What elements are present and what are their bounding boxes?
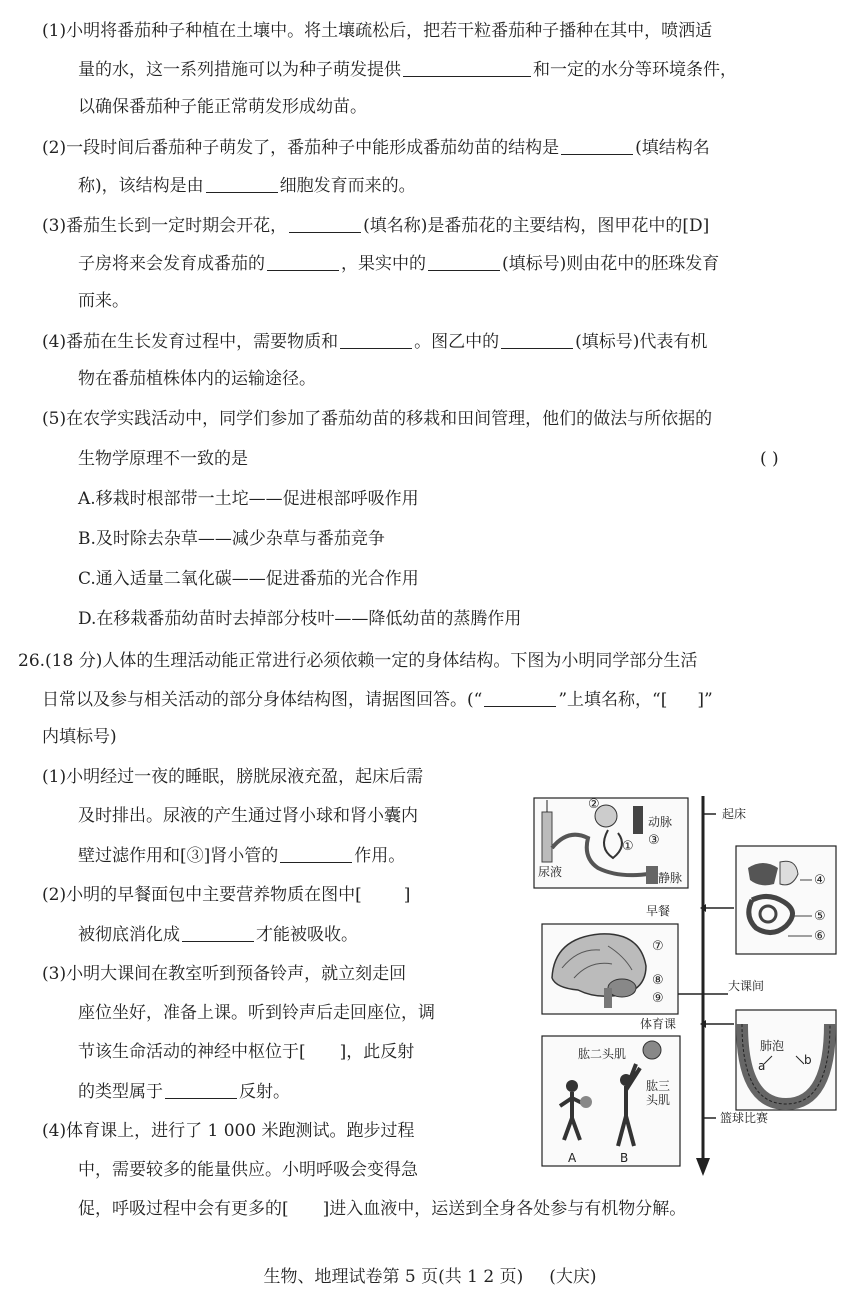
answer-blank[interactable] (280, 844, 352, 863)
kidney-tube-left (542, 812, 552, 862)
q26-p4-text-a: 促，呼吸过程中会有更多的[ (78, 1199, 289, 1219)
q25-p3-line2 (78, 252, 719, 275)
q25-p3-line1 (42, 214, 709, 237)
q26-p3-line2: 座位坐好，准备上课。听到铃声后走回座位，调 (78, 1003, 435, 1023)
q25-p1-text-b: 和一定的水分等环境条件， (533, 60, 737, 80)
digestive-label-4: ④ (814, 873, 826, 888)
lung-label-a: a (758, 1059, 766, 1073)
q25-p4-text-a: (4)番茄在生长发育过程中，需要物质和 (42, 332, 339, 352)
timeline-breakfast: 早餐 (646, 904, 671, 918)
arm-label-triceps-2: 头肌 (646, 1093, 671, 1107)
q26-p4-text-b: ]进入血液中，运送到全身各处参与有机物分解。 (322, 1199, 687, 1219)
footer-page: 生物、地理试卷第 5 页(共 1 2 页) (263, 1267, 524, 1287)
kidney-label-artery: 动脉 (648, 815, 673, 829)
q26-p2-line2 (78, 923, 358, 946)
q26-p3-line1: (3)小明大课间在教室听到预备铃声，就立刻走回 (42, 964, 407, 984)
vein-shape (646, 866, 658, 884)
cerebellum-shape (608, 979, 636, 997)
brain-label-9: ⑨ (652, 991, 664, 1006)
q26-p2-text-d: 才能被吸收。 (256, 925, 358, 945)
arm-label-triceps-1: 肱三 (646, 1079, 671, 1093)
kidney-label-2: ② (588, 797, 600, 812)
brain-label-7: ⑦ (652, 939, 664, 954)
q25-p3-text-c: 子房将来会发育成番茄的 (78, 254, 265, 274)
q26-p4-line1: (4)体育课上，进行了 1 000 米跑测试。跑步过程 (42, 1121, 415, 1141)
option-d: D.在移栽番茄幼苗时去掉部分枝叶——降低幼苗的蒸腾作用 (78, 609, 522, 629)
timeline-pe: 体育课 (640, 1017, 677, 1031)
q25-p1-text-a: 量的水，这一系列措施可以为种子萌发提供 (78, 60, 401, 80)
answer-blank[interactable] (165, 1080, 237, 1099)
q26-p2-line1 (42, 884, 410, 906)
timeline-arrowhead (696, 1158, 710, 1176)
q25-p2-line1 (42, 136, 710, 159)
q26-intro-text-c: ]” (697, 690, 713, 710)
kidney-label-3: ③ (648, 833, 660, 848)
q25-p2-text-a: (2)一段时间后番茄种子萌发了，番茄种子中能形成番茄幼苗的结构是 (42, 138, 560, 158)
timeline-break: 大课间 (728, 979, 765, 993)
q25-p3-text-e: (填标号)则由花中的胚珠发育 (502, 254, 720, 274)
q26-p3-line4 (78, 1080, 290, 1103)
answer-blank[interactable] (428, 252, 500, 271)
q26-intro-line2 (42, 688, 713, 711)
q25-p1-line2 (78, 58, 737, 81)
answer-blank[interactable] (267, 252, 339, 271)
q26-p3-text-b: ]，此反射 (339, 1042, 415, 1062)
answer-blank[interactable] (561, 136, 633, 155)
kidney-label-urine: 尿液 (538, 865, 563, 879)
digestive-label-6: ⑥ (814, 929, 826, 944)
digestive-label-5: ⑤ (814, 909, 826, 924)
q25-p3-text-a: (3)番茄生长到一定时期会开花， (42, 216, 288, 236)
q25-p2-line2 (78, 174, 416, 197)
q25-p4-text-b: 。图乙中的 (414, 332, 500, 352)
player-label-b: B (620, 1151, 629, 1165)
q25-p2-text-c: 称)，该结构是由 (78, 176, 204, 196)
arm-label-biceps: 肱二头肌 (578, 1047, 627, 1061)
q25-p3-text-d: ，果实中的 (341, 254, 426, 274)
q26-p1-line3 (78, 844, 405, 867)
q26-intro-text-a: 日常以及参与相关活动的部分身体结构图，请据图回答。(“ (42, 690, 483, 710)
q25-p1-line3: 以确保番茄种子能正常萌发形成幼苗。 (78, 97, 367, 117)
q25-p5-line2: 生物学原理不一致的是 (78, 449, 248, 469)
q25-p4-line1 (42, 330, 707, 353)
q26-p4-line2: 中，需要较多的能量供应。小明呼吸会变得急 (78, 1160, 418, 1180)
player-a-head (566, 1080, 578, 1092)
q25-p4-line2: 物在番茄植株体内的运输途径。 (78, 369, 316, 389)
answer-blank[interactable] (501, 330, 573, 349)
q26-p1-line1: (1)小明经过一夜的睡眠，膀胱尿液充盈，起床后需 (42, 767, 424, 787)
answer-parens[interactable]: ( ) (760, 449, 779, 469)
timeline-wakeup: 起床 (722, 807, 747, 821)
q25-p3-line3: 而来。 (78, 291, 129, 311)
option-a: A.移栽时根部带一土坨——促进根部呼吸作用 (78, 489, 419, 509)
q25-p5-line1: (5)在农学实践活动中，同学们参加了番茄幼苗的移栽和田间管理，他们的做法与所依据的 (42, 409, 713, 429)
lung-label-alveolus: 肺泡 (760, 1039, 785, 1053)
q25-p2-text-b: (填结构名 (635, 138, 710, 158)
q26-p1-line2: 及时排出。尿液的产生通过肾小球和肾小囊内 (78, 806, 418, 826)
q26-intro-text-b: ”上填名称，“[ (558, 690, 668, 710)
q25-p1-line1: (1)小明将番茄种子种植在土壤中。将土壤疏松后，把若干粒番茄种子播种在其中，喷洒适 (42, 21, 713, 41)
q26-p3-line3 (78, 1041, 414, 1063)
option-c: C.通入适量二氧化碳——促进番茄的光合作用 (78, 569, 419, 589)
lung-label-b: b (804, 1053, 812, 1067)
player-a-ball (580, 1096, 592, 1108)
q25-p4-text-c: (填标号)代表有机 (575, 332, 708, 352)
brainstem-shape (604, 988, 612, 1008)
q26-p3-text-a: 节该生命活动的神经中枢位于[ (78, 1042, 306, 1062)
q26-p1-text-a: 壁过滤作用和[③]肾小管的 (78, 846, 279, 866)
q25-p2-text-d: 细胞发育而来的。 (279, 176, 416, 196)
example-blank (484, 688, 556, 707)
q26-p3-text-d: 反射。 (239, 1082, 290, 1102)
page-footer (0, 1262, 860, 1287)
answer-blank[interactable] (182, 923, 254, 942)
kidney-label-vein: 静脉 (658, 871, 683, 885)
q26-intro-line1: 26.(18 分)人体的生理活动能正常进行必须依赖一定的身体结构。下图为小明同学部分生活 (18, 651, 698, 671)
answer-blank[interactable] (340, 330, 412, 349)
q26-p2-text-c: 被彻底消化成 (78, 925, 180, 945)
basketball-shape (643, 1041, 661, 1059)
artery-shape (633, 806, 643, 834)
answer-blank[interactable] (289, 214, 361, 233)
timeline-game: 篮球比赛 (720, 1111, 769, 1125)
q26-intro-line3: 内填标号) (42, 727, 117, 747)
q26-p3-text-c: 的类型属于 (78, 1082, 163, 1102)
q26-p1-text-b: 作用。 (354, 846, 406, 866)
q26-p2-text-a: (2)小明的早餐面包中主要营养物质在图中[ (42, 885, 362, 905)
answer-blank[interactable] (403, 58, 531, 77)
answer-blank[interactable] (206, 174, 278, 193)
brain-label-8: ⑧ (652, 973, 664, 988)
q26-p2-text-b: ] (403, 885, 411, 905)
kidney-label-1: ① (622, 839, 634, 854)
player-label-a: A (568, 1151, 577, 1165)
option-b: B.及时除去杂草——减少杂草与番茄竞争 (78, 529, 385, 549)
q25-p3-text-b: (填名称)是番茄花的主要结构，图甲花中的[D] (363, 216, 710, 236)
body-structure-figure (528, 788, 844, 1178)
footer-region: (大庆) (549, 1267, 597, 1287)
q26-p4-line3 (78, 1198, 686, 1220)
